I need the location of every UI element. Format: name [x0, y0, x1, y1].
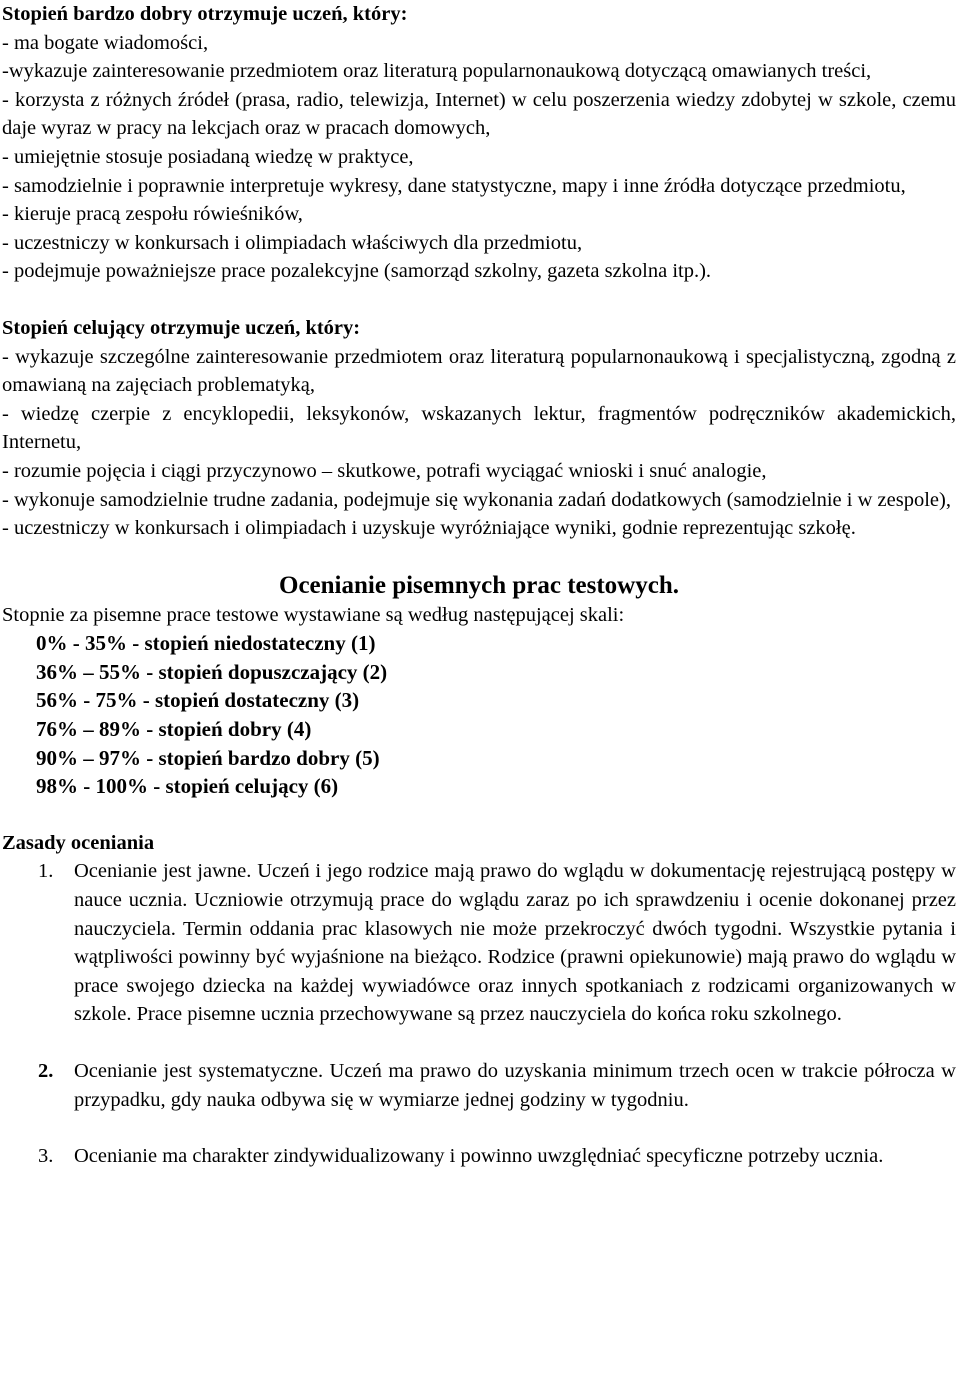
criteria-item: - rozumie pojęcia i ciągi przyczynowo – skutkowe, potrafi wyciągać wnioski i snuć analogie, — [2, 459, 767, 482]
scale-row: 76% – 89% - stopień dobry (4) — [36, 717, 312, 742]
scale-row: 56% - 75% - stopień dostateczny (3) — [36, 688, 360, 713]
section-very-good — [2, 0, 956, 286]
criteria-item: -wykazuje zainteresowanie przedmiotem oraz literaturą popularnonaukową dotyczącą omawianych treści, — [2, 60, 872, 83]
tests-heading: Ocenianie pisemnych prac testowych. — [279, 571, 679, 599]
rules-list — [2, 857, 956, 1170]
criteria-item: - umiejętnie stosuje posiadaną wiedzę w praktyce, — [2, 145, 414, 168]
rule-item — [2, 1142, 956, 1171]
rule-number: 1. — [38, 860, 54, 883]
tests-intro: Stopnie za pisemne prace testowe wystawiane są według następującej skali: — [2, 603, 625, 626]
grading-scale — [36, 629, 956, 801]
criteria-item: - uczestniczy w konkursach i olimpiadach właściwych dla przedmiotu, — [2, 231, 583, 254]
rule-text: Ocenianie jest systematyczne. Uczeń ma prawo do uzyskania minimum trzech ocen w trakcie półrocza w przypadku, gdy nauka odbywa się w wymiarze jednej godziny w tygodniu. — [74, 1060, 956, 1111]
rule-number: 2. — [38, 1060, 54, 1082]
section-excellent — [2, 314, 956, 543]
scale-row: 98% - 100% - stopień celujący (6) — [36, 774, 339, 799]
rule-text: Ocenianie jest jawne. Uczeń i jego rodzice mają prawo do wglądu w dokumentację rejestrującą postępy w nauce ucznia. Uczniowie otrzymują prace do wglądu zaraz po ich sprawdzeniu i ocenie dokonanej przez nauczyciela. Termin oddania prac klasowych nie może przekroczyć dwóch tygodni. Wszystkie pytania i wątpliwości powinny być wyjaśnione na bieżąco. Rodzice (prawni opiekunowie) mają prawo do wglądu w prace swojego dziecka na każdej wywiadówce oraz innych spotkaniach z rodzicami organizowanych w szkole. Prace pisemne ucznia przechowywane są przez nauczyciela do końca roku szkolnego. — [74, 860, 956, 1026]
rule-text: Ocenianie ma charakter zindywidualizowany i powinno uwzględniać specyficzne potrzeby ucznia. — [74, 1145, 884, 1168]
scale-row: 90% – 97% - stopień bardzo dobry (5) — [36, 745, 380, 770]
criteria-item: - uczestniczy w konkursach i olimpiadach i uzyskuje wyróżniające wyniki, godnie reprezentując szkołę. — [2, 517, 856, 540]
rule-number: 3. — [38, 1145, 54, 1168]
criteria-item: - wykazuje szczególne zainteresowanie przedmiotem oraz literaturą popularnonaukową i specjalistyczną, zgodną z omawianą na zajęciach problematyką, — [2, 345, 956, 397]
rules-title: Zasady oceniania — [2, 831, 155, 854]
criteria-item: - wiedzę czerpie z encyklopedii, leksykonów, wskazanych lektur, fragmentów podręczników akademickich, Internetu, — [2, 402, 956, 454]
criteria-item: - ma bogate wiadomości, — [2, 31, 209, 54]
rule-item — [2, 857, 956, 1029]
criteria-item: - korzysta z różnych źródeł (prasa, radio, telewizja, Internet) w celu poszerzenia wiedzy zdobytej w szkole, czemu daje wyraz w pracy na lekcjach oraz w pracach domowych, — [2, 88, 956, 140]
spacer — [2, 1114, 956, 1142]
criteria-item: - podejmuje poważniejsze prace pozalekcyjne (samorząd szkolny, gazeta szkolna itp.). — [2, 260, 712, 283]
spacer — [2, 286, 956, 314]
criteria-item: - kieruje pracą zespołu rówieśników, — [2, 203, 303, 226]
scale-row: 0% - 35% - stopień niedostateczny (1) — [36, 631, 376, 656]
section-title-excellent: Stopień celujący otrzymuje uczeń, który: — [2, 316, 361, 339]
criteria-item: - samodzielnie i poprawnie interpretuje wykresy, dane statystyczne, mapy i inne źródła dotyczące przedmiotu, — [2, 174, 906, 197]
scale-row: 36% – 55% - stopień dopuszczający (2) — [36, 659, 388, 684]
section-title-very-good: Stopień bardzo dobry otrzymuje uczeń, który: — [2, 3, 408, 25]
criteria-item: - wykonuje samodzielnie trudne zadania, podejmuje się wykonania zadań dodatkowych (samodzielnie i w zespole), — [2, 488, 951, 511]
rule-item — [2, 1057, 956, 1114]
spacer — [2, 1029, 956, 1057]
